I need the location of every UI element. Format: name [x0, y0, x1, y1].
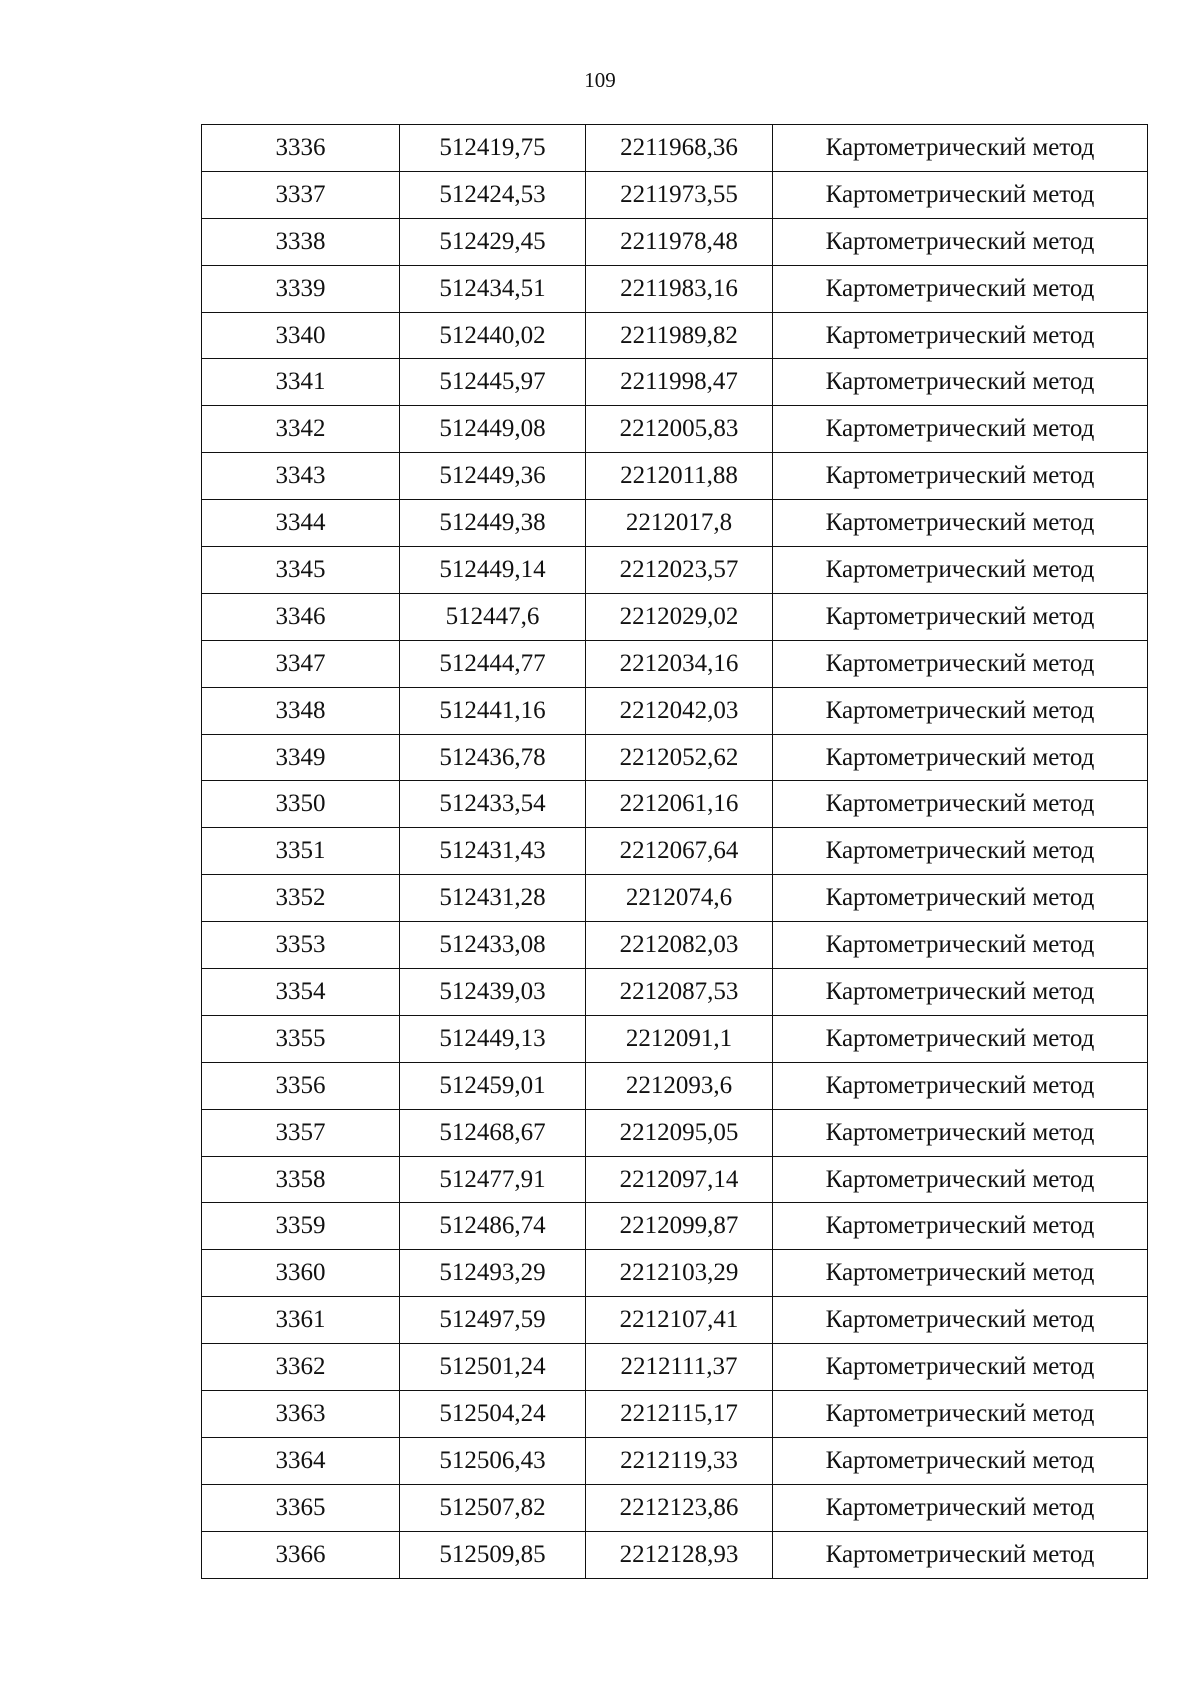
table-row [202, 171, 1148, 218]
method-cell: Картометрический метод [773, 1484, 1148, 1531]
method-cell: Картометрический метод [773, 453, 1148, 500]
point-number-cell: 3358 [202, 1156, 400, 1203]
method-cell: Картометрический метод [773, 359, 1148, 406]
method-cell: Картометрический метод [773, 1250, 1148, 1297]
method-cell: Картометрический метод [773, 265, 1148, 312]
x-coordinate-cell: 512431,43 [400, 828, 586, 875]
table-row [202, 312, 1148, 359]
x-coordinate-cell: 512449,08 [400, 406, 586, 453]
page-number: 109 [584, 68, 616, 92]
method-cell: Картометрический метод [773, 1344, 1148, 1391]
y-coordinate-cell: 2212017,8 [586, 500, 773, 547]
point-number-cell: 3348 [202, 687, 400, 734]
y-coordinate-cell: 2212091,1 [586, 1015, 773, 1062]
y-coordinate-cell: 2212107,41 [586, 1297, 773, 1344]
point-number-cell: 3336 [202, 125, 400, 172]
x-coordinate-cell: 512477,91 [400, 1156, 586, 1203]
point-number-cell: 3346 [202, 593, 400, 640]
y-coordinate-cell: 2211998,47 [586, 359, 773, 406]
y-coordinate-cell: 2212082,03 [586, 922, 773, 969]
method-cell: Картометрический метод [773, 218, 1148, 265]
y-coordinate-cell: 2211983,16 [586, 265, 773, 312]
y-coordinate-cell: 2212005,83 [586, 406, 773, 453]
x-coordinate-cell: 512434,51 [400, 265, 586, 312]
table-row [202, 734, 1148, 781]
table-row [202, 1250, 1148, 1297]
table-row [202, 453, 1148, 500]
x-coordinate-cell: 512449,13 [400, 1015, 586, 1062]
method-cell: Картометрический метод [773, 734, 1148, 781]
y-coordinate-cell: 2212103,29 [586, 1250, 773, 1297]
table-row [202, 781, 1148, 828]
y-coordinate-cell: 2212097,14 [586, 1156, 773, 1203]
table-row [202, 500, 1148, 547]
point-number-cell: 3360 [202, 1250, 400, 1297]
method-cell: Картометрический метод [773, 1391, 1148, 1438]
method-cell: Картометрический метод [773, 593, 1148, 640]
x-coordinate-cell: 512449,36 [400, 453, 586, 500]
point-number-cell: 3351 [202, 828, 400, 875]
table-row [202, 218, 1148, 265]
x-coordinate-cell: 512497,59 [400, 1297, 586, 1344]
point-number-cell: 3347 [202, 640, 400, 687]
point-number-cell: 3364 [202, 1437, 400, 1484]
point-number-cell: 3359 [202, 1203, 400, 1250]
x-coordinate-cell: 512429,45 [400, 218, 586, 265]
point-number-cell: 3354 [202, 969, 400, 1016]
method-cell: Картометрический метод [773, 1015, 1148, 1062]
y-coordinate-cell: 2212099,87 [586, 1203, 773, 1250]
table-row [202, 547, 1148, 594]
point-number-cell: 3340 [202, 312, 400, 359]
table-row [202, 922, 1148, 969]
x-coordinate-cell: 512436,78 [400, 734, 586, 781]
y-coordinate-cell: 2211978,48 [586, 218, 773, 265]
table-row [202, 875, 1148, 922]
y-coordinate-cell: 2212093,6 [586, 1062, 773, 1109]
x-coordinate-cell: 512433,54 [400, 781, 586, 828]
x-coordinate-cell: 512449,14 [400, 547, 586, 594]
method-cell: Картометрический метод [773, 1531, 1148, 1578]
y-coordinate-cell: 2212128,93 [586, 1531, 773, 1578]
table-row [202, 1015, 1148, 1062]
point-number-cell: 3339 [202, 265, 400, 312]
method-cell: Картометрический метод [773, 828, 1148, 875]
method-cell: Картометрический метод [773, 781, 1148, 828]
table-row [202, 1109, 1148, 1156]
point-number-cell: 3337 [202, 171, 400, 218]
y-coordinate-cell: 2211989,82 [586, 312, 773, 359]
y-coordinate-cell: 2212119,33 [586, 1437, 773, 1484]
method-cell: Картометрический метод [773, 1062, 1148, 1109]
point-number-cell: 3361 [202, 1297, 400, 1344]
table-row [202, 1344, 1148, 1391]
method-cell: Картометрический метод [773, 125, 1148, 172]
point-number-cell: 3344 [202, 500, 400, 547]
point-number-cell: 3366 [202, 1531, 400, 1578]
method-cell: Картометрический метод [773, 312, 1148, 359]
x-coordinate-cell: 512493,29 [400, 1250, 586, 1297]
point-number-cell: 3362 [202, 1344, 400, 1391]
x-coordinate-cell: 512447,6 [400, 593, 586, 640]
table-body [202, 125, 1148, 1579]
method-cell: Картометрический метод [773, 547, 1148, 594]
y-coordinate-cell: 2212123,86 [586, 1484, 773, 1531]
x-coordinate-cell: 512501,24 [400, 1344, 586, 1391]
y-coordinate-cell: 2212042,03 [586, 687, 773, 734]
x-coordinate-cell: 512449,38 [400, 500, 586, 547]
y-coordinate-cell: 2211968,36 [586, 125, 773, 172]
table-row [202, 1297, 1148, 1344]
method-cell: Картометрический метод [773, 1109, 1148, 1156]
table-row [202, 265, 1148, 312]
table-row [202, 1203, 1148, 1250]
y-coordinate-cell: 2212029,02 [586, 593, 773, 640]
x-coordinate-cell: 512440,02 [400, 312, 586, 359]
point-number-cell: 3342 [202, 406, 400, 453]
y-coordinate-cell: 2212061,16 [586, 781, 773, 828]
method-cell: Картометрический метод [773, 640, 1148, 687]
table-row [202, 687, 1148, 734]
point-number-cell: 3338 [202, 218, 400, 265]
point-number-cell: 3357 [202, 1109, 400, 1156]
y-coordinate-cell: 2211973,55 [586, 171, 773, 218]
y-coordinate-cell: 2212095,05 [586, 1109, 773, 1156]
point-number-cell: 3349 [202, 734, 400, 781]
x-coordinate-cell: 512486,74 [400, 1203, 586, 1250]
table-row [202, 1062, 1148, 1109]
table-row [202, 406, 1148, 453]
table-row [202, 1484, 1148, 1531]
table-row [202, 1156, 1148, 1203]
table-row [202, 969, 1148, 1016]
x-coordinate-cell: 512431,28 [400, 875, 586, 922]
x-coordinate-cell: 512433,08 [400, 922, 586, 969]
method-cell: Картометрический метод [773, 687, 1148, 734]
x-coordinate-cell: 512504,24 [400, 1391, 586, 1438]
y-coordinate-cell: 2212074,6 [586, 875, 773, 922]
y-coordinate-cell: 2212034,16 [586, 640, 773, 687]
coordinates-table [201, 124, 1148, 1579]
y-coordinate-cell: 2212011,88 [586, 453, 773, 500]
method-cell: Картометрический метод [773, 1437, 1148, 1484]
x-coordinate-cell: 512506,43 [400, 1437, 586, 1484]
point-number-cell: 3365 [202, 1484, 400, 1531]
point-number-cell: 3363 [202, 1391, 400, 1438]
method-cell: Картометрический метод [773, 171, 1148, 218]
point-number-cell: 3341 [202, 359, 400, 406]
x-coordinate-cell: 512509,85 [400, 1531, 586, 1578]
x-coordinate-cell: 512459,01 [400, 1062, 586, 1109]
table-row [202, 359, 1148, 406]
method-cell: Картометрический метод [773, 1156, 1148, 1203]
method-cell: Картометрический метод [773, 500, 1148, 547]
method-cell: Картометрический метод [773, 1203, 1148, 1250]
method-cell: Картометрический метод [773, 969, 1148, 1016]
point-number-cell: 3355 [202, 1015, 400, 1062]
table-row [202, 1391, 1148, 1438]
y-coordinate-cell: 2212115,17 [586, 1391, 773, 1438]
table-row [202, 1531, 1148, 1578]
table-row [202, 125, 1148, 172]
x-coordinate-cell: 512441,16 [400, 687, 586, 734]
y-coordinate-cell: 2212111,37 [586, 1344, 773, 1391]
y-coordinate-cell: 2212067,64 [586, 828, 773, 875]
method-cell: Картометрический метод [773, 922, 1148, 969]
x-coordinate-cell: 512445,97 [400, 359, 586, 406]
x-coordinate-cell: 512507,82 [400, 1484, 586, 1531]
table-row [202, 1437, 1148, 1484]
y-coordinate-cell: 2212052,62 [586, 734, 773, 781]
method-cell: Картометрический метод [773, 875, 1148, 922]
point-number-cell: 3345 [202, 547, 400, 594]
table-row [202, 593, 1148, 640]
table-row [202, 828, 1148, 875]
x-coordinate-cell: 512444,77 [400, 640, 586, 687]
method-cell: Картометрический метод [773, 406, 1148, 453]
y-coordinate-cell: 2212087,53 [586, 969, 773, 1016]
point-number-cell: 3356 [202, 1062, 400, 1109]
method-cell: Картометрический метод [773, 1297, 1148, 1344]
point-number-cell: 3350 [202, 781, 400, 828]
x-coordinate-cell: 512419,75 [400, 125, 586, 172]
x-coordinate-cell: 512424,53 [400, 171, 586, 218]
table-row [202, 640, 1148, 687]
y-coordinate-cell: 2212023,57 [586, 547, 773, 594]
x-coordinate-cell: 512468,67 [400, 1109, 586, 1156]
point-number-cell: 3343 [202, 453, 400, 500]
x-coordinate-cell: 512439,03 [400, 969, 586, 1016]
point-number-cell: 3353 [202, 922, 400, 969]
point-number-cell: 3352 [202, 875, 400, 922]
